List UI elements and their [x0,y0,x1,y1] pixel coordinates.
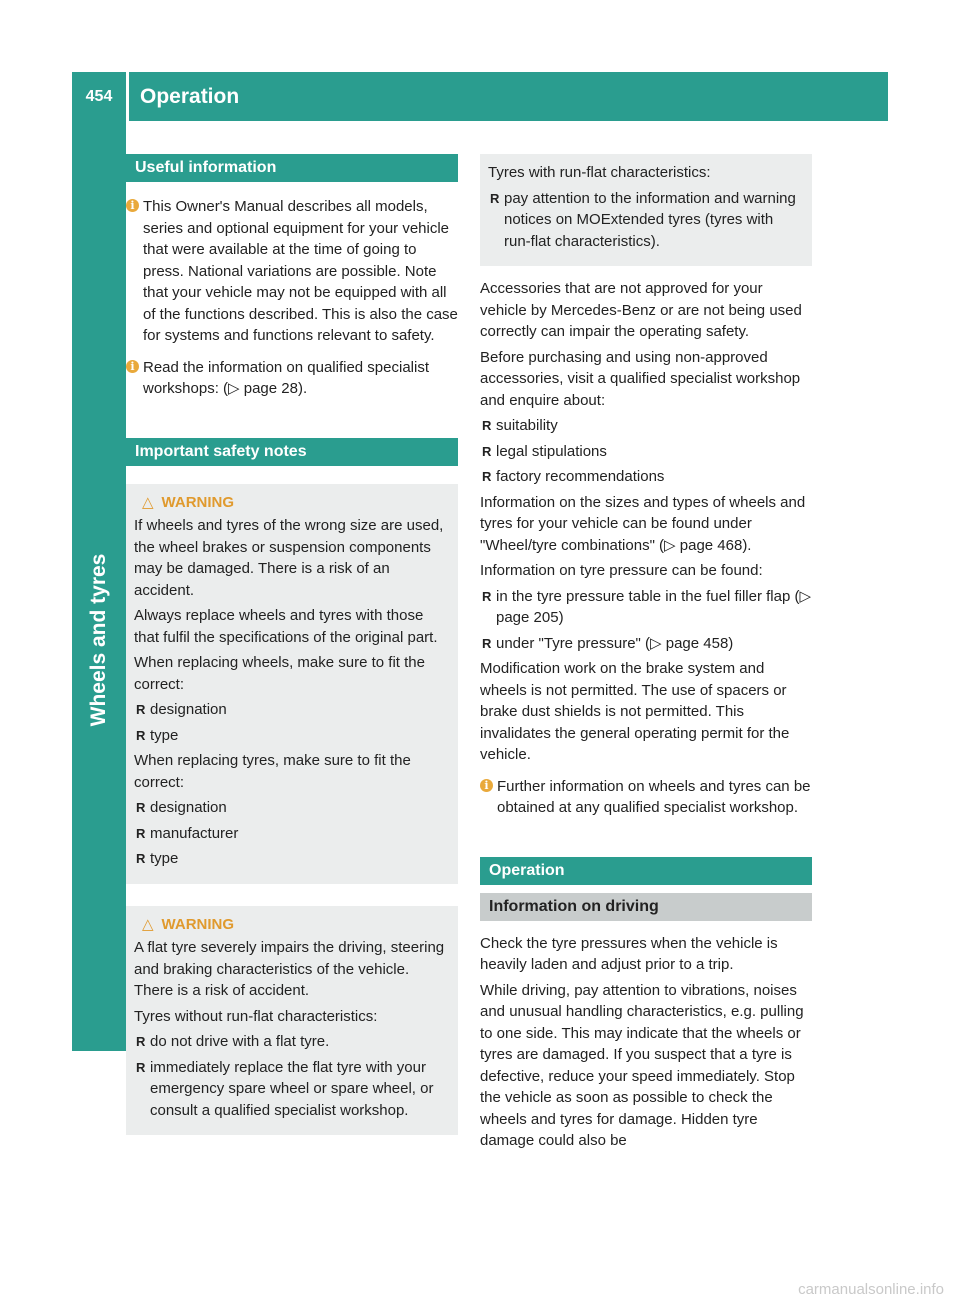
body-text: Information on the sizes and types of wheels and tyres for your vehicle can be found under "Wheel/tyre combinations" (▷ page 468). [480,493,806,554]
body-text: Accessories that are not approved for your vehicle by Mercedes-Benz or are not being used correctly can impair the operating safety. [480,280,802,340]
info-icon: i [480,779,493,792]
warning-text: Tyres without run-flat characteristics: [134,1007,378,1025]
list-item: R in the tyre pressure table in the fuel filler flap (▷ page 205) [480,586,812,629]
info-note [126,357,458,400]
body-text: Check the tyre pressures when the vehicle is heavily laden and adjust prior to a trip. [480,934,778,973]
body-text: Before purchasing and using non-approved accessories, visit a qualified specialist workshop and enquire about: [480,348,801,409]
list-item: R pay attention to the information and warning notices on MOExtended tyres (tyres with run-flat characteristics). [488,188,804,253]
list-item: R manufacturer [134,823,450,845]
list-item: R type [134,848,450,870]
warning-icon: △ [142,915,154,933]
list-item: R type [134,725,450,747]
warning-box-continued [480,154,812,266]
info-text: Further information on wheels and tyres can be obtained at any qualified specialist workshop. [497,777,811,816]
list-item: R designation [134,797,450,819]
left-column [126,154,458,1135]
list-item: R legal stipulations [480,441,812,463]
watermark: carmanualsonline.info [798,1281,944,1298]
body-text: Information on tyre pressure can be found: [480,562,763,579]
bullet-list [134,699,450,746]
warning-icon: △ [142,493,154,511]
sidebar-chapter-label: Wheels and tyres [87,553,110,727]
section-important-safety-notes: Important safety notes [126,438,458,466]
header-divider [126,72,129,121]
warning-title: △ WARNING [142,493,235,511]
right-column [480,154,812,1156]
info-note [126,196,458,347]
list-item: R suitability [480,415,812,437]
info-text: This Owner's Manual describes all models, series and optional equipment for your vehicle that were available at the time of going to press. National variations are possible. Note that your vehicle may not be equipped with all of the functions described. This is also the case for systems and functions relevant to safety. [143,198,458,344]
list-item: R factory recommendations [480,466,812,488]
info-icon: i [126,360,139,373]
bullet-list [480,586,812,655]
bullet-list [488,188,804,253]
warning-text: A flat tyre severely impairs the driving, steering and braking characteristics of the vehicle. There is a risk of accident. [134,939,445,999]
warning-text: When replacing tyres, make sure to fit the correct: [134,752,411,791]
warning-text: When replacing wheels, make sure to fit the correct: [134,654,425,693]
info-icon: i [126,199,139,212]
warning-text: Always replace wheels and tyres with those that fulfil the specifications of the original part. [134,607,438,646]
page-number: 454 [85,87,113,105]
info-note [480,776,812,819]
list-item: R designation [134,699,450,721]
list-item: R immediately replace the flat tyre with your emergency spare wheel or spare wheel, or consult a qualified specialist workshop. [134,1057,450,1122]
list-item: R under "Tyre pressure" (▷ page 458) [480,633,812,655]
section-useful-information: Useful information [126,154,458,182]
page-header [72,72,888,121]
warning-title: △ WARNING [142,915,235,933]
warning-box [126,484,458,884]
list-item: R do not drive with a flat tyre. [134,1031,450,1053]
subsection-information-on-driving: Information on driving [480,893,812,921]
body-text: Modification work on the brake system and wheels is not permitted. The use of spacers or brake dust shields is not permitted. This invalidates the general operating permit for the vehicle. [480,660,790,763]
bullet-list [134,797,450,870]
warning-text: Tyres with run-flat characteristics: [488,164,711,181]
section-operation: Operation [480,857,812,885]
warning-text: If wheels and tyres of the wrong size are used, the wheel brakes or suspension components may be damaged. There is a risk of an accident. [134,517,444,599]
bullet-list [134,1031,450,1121]
info-text: Read the information on qualified specialist workshops: (▷ page 28). [143,358,430,397]
warning-box [126,906,458,1136]
bullet-list [480,415,812,488]
body-text: While driving, pay attention to vibrations, noises and unusual handling characteristics, e.g. pulling to one side. This may indicate that the wheels or tyres are damaged. If you suspect that a tyre is defective, reduce your speed immediately. Stop the vehicle as soon as possible to check the wheels and tyres for damage. Hidden tyre damage could also be [480,981,804,1149]
header-title: Operation [140,84,240,108]
